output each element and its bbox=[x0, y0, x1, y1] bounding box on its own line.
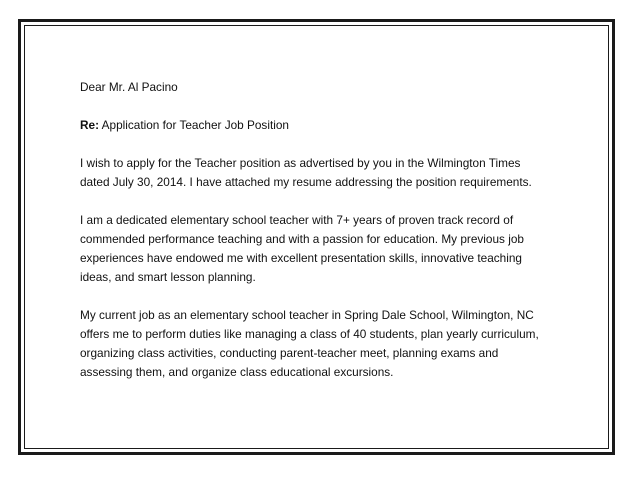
paragraph-2 bbox=[80, 211, 560, 287]
paragraph-line: dated July 30, 2014. I have attached my resume addressing the position requirements. bbox=[80, 175, 532, 189]
paragraph-line: commended performance teaching and with a passion for education. My previous job bbox=[80, 232, 524, 246]
paragraph-line: I am a dedicated elementary school teacher with 7+ years of proven track record of bbox=[80, 213, 514, 227]
salutation: Dear Mr. Al Pacino bbox=[80, 80, 178, 94]
paragraph-line: My current job as an elementary school teacher in Spring Dale School, Wilmington, NC bbox=[80, 308, 534, 322]
paragraph-1 bbox=[80, 154, 560, 192]
paragraph-line: ideas, and smart lesson planning. bbox=[80, 270, 256, 284]
subject-label: Re: bbox=[80, 118, 100, 132]
paragraph-line: experiences have endowed me with excellent presentation skills, innovative teaching bbox=[80, 251, 522, 265]
letter-body bbox=[80, 78, 560, 401]
paragraph-line: organizing class activities, conducting parent-teacher meet, planning exams and bbox=[80, 346, 499, 360]
subject-text: Application for Teacher Job Position bbox=[99, 118, 289, 132]
paragraph-line: offers me to perform duties like managing a class of 40 students, plan yearly curriculum, bbox=[80, 327, 539, 341]
paragraph-line: assessing them, and organize class educational excursions. bbox=[80, 365, 394, 379]
paragraph-line: I wish to apply for the Teacher position as advertised by you in the Wilmington Times bbox=[80, 156, 521, 170]
subject-line bbox=[80, 116, 560, 135]
paragraph-3 bbox=[80, 306, 560, 382]
